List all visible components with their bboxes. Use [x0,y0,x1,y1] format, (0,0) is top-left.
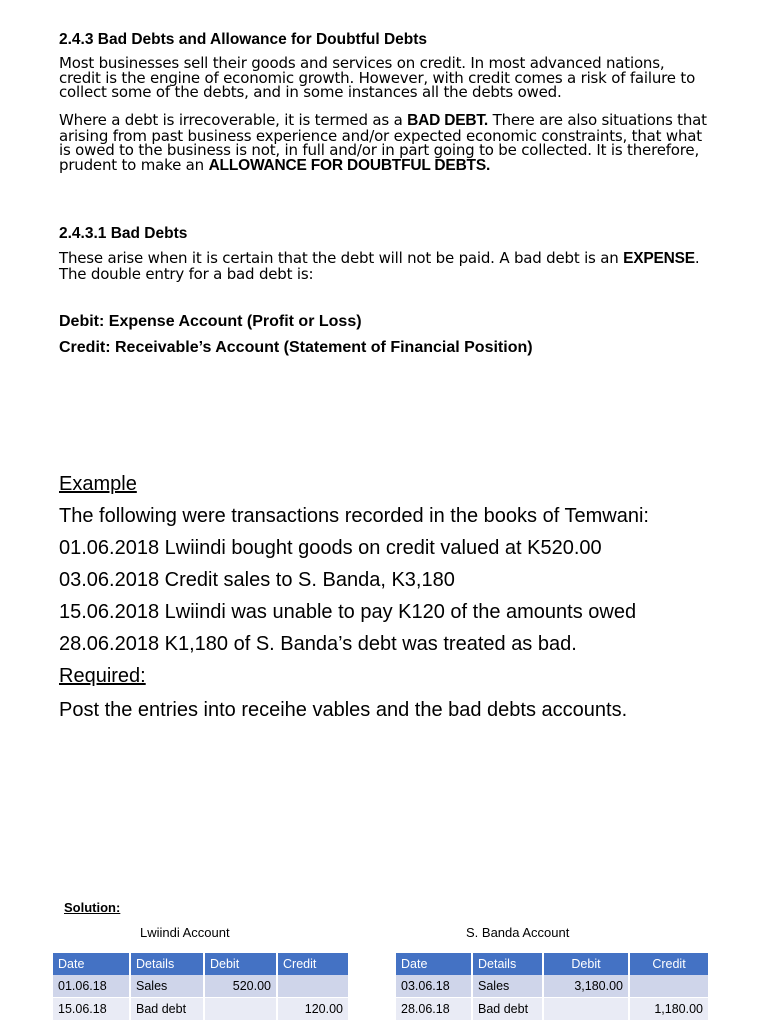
cell-date: 28.06.18 [396,998,472,1021]
sub-text-a: These arise when it is certain that the debt will not be paid. A bad debt is an [59,249,624,267]
cell-debit: 520.00 [204,975,277,998]
example-title: Example [59,473,137,495]
cell-details: Bad debt [130,998,204,1021]
sub-text-c: . The double entry for a bad debt is: [59,249,700,283]
cell-details: Sales [130,975,204,998]
expense-term: EXPENSE [623,250,695,267]
lwiindi-account-title: Lwiindi Account [140,925,230,940]
table-row [396,975,709,998]
credit-entry: Credit: Receivable’s Account (Statement of Financial Position) [59,339,533,356]
solution-label: Solution: [64,900,121,915]
cell-credit: 120.00 [277,998,349,1021]
table-header [53,953,349,975]
cell-credit: 1,180.00 [629,998,709,1021]
col-credit: Credit [277,953,349,975]
col-details: Details [130,953,204,975]
table-row [396,998,709,1021]
example-line-2: 03.06.2018 Credit sales to S. Banda, K3,180 [59,569,455,591]
lwiindi-account-table [53,953,350,1021]
cell-debit [204,998,277,1021]
cell-credit [277,975,349,998]
cell-details: Sales [472,975,543,998]
table-row [53,998,349,1021]
bad-debts-paragraph [59,251,709,281]
col-date: Date [396,953,472,975]
cell-date: 15.06.18 [53,998,130,1021]
para2-text-a: Where a debt is irrecoverable, it is termed as a [59,111,408,129]
task-text: Post the entries into receihe vables and the bad debts accounts. [59,699,628,721]
required-label: Required: [59,665,146,687]
col-debit: Debit [204,953,277,975]
cell-credit [629,975,709,998]
banda-account-title: S. Banda Account [466,925,570,940]
section-heading: 2.4.3 Bad Debts and Allowance for Doubtful Debts [59,31,428,48]
para2-text-c: There are also situations that arising from past business experience and/or expected economic constraints, that what is owed to the business is not, in full and/or in part going to be collected. It is therefore, prudent to make an [59,111,707,174]
banda-account-table [396,953,710,1021]
example-line-3: 15.06.2018 Lwiindi was unable to pay K120 of the amounts owed [59,601,637,623]
example-line-4: 28.06.2018 K1,180 of S. Banda’s debt was treated as bad. [59,633,577,655]
table-row [53,975,349,998]
bad-debt-term: BAD DEBT. [407,112,489,129]
bad-debt-paragraph [59,113,709,173]
allowance-term: ALLOWANCE FOR DOUBTFUL DEBTS. [208,156,491,174]
debit-entry: Debit: Expense Account (Profit or Loss) [59,313,362,330]
cell-debit: 3,180.00 [543,975,629,998]
col-date: Date [53,953,130,975]
col-credit: Credit [629,953,709,975]
cell-date: 03.06.18 [396,975,472,998]
intro-paragraph: Most businesses sell their goods and services on credit. In most advanced nations, credit is the engine of economic growth. However, with credit comes a risk of failure to collect some of the debts, and in some instances all the debts owed. [59,54,696,101]
cell-details: Bad debt [472,998,543,1021]
example-intro: The following were transactions recorded in the books of Temwani: [59,505,649,527]
col-debit: Debit [543,953,629,975]
col-details: Details [472,953,543,975]
cell-debit [543,998,629,1021]
example-line-1: 01.06.2018 Lwiindi bought goods on credit valued at K520.00 [59,537,602,559]
cell-date: 01.06.18 [53,975,130,998]
subsection-heading: 2.4.3.1 Bad Debts [59,225,188,242]
table-header [396,953,709,975]
